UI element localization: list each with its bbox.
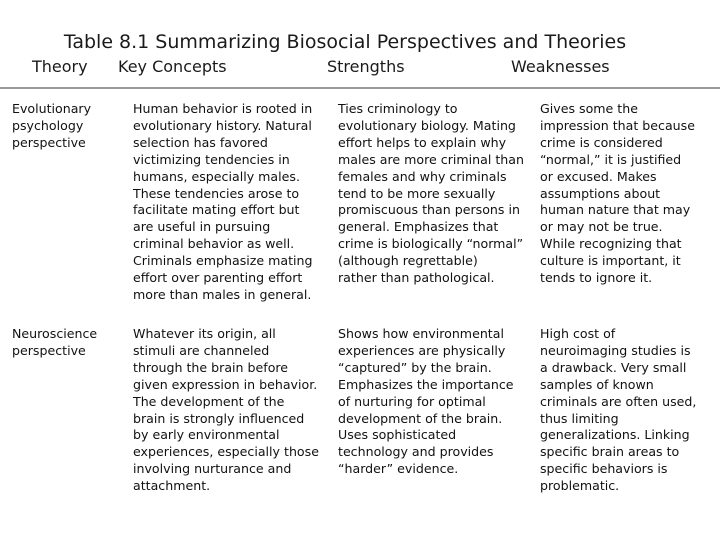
row-1-weaknesses: Gives some the impression that because crime is considered “normal,” it is justified or excused. Makes assumptions about human nature that may or may not be true. While recognizing that culture is important, it tends to ignore it. bbox=[540, 101, 695, 286]
row-1-key-concepts: Human behavior is rooted in evolutionary history. Natural selection has favored victimizing tendencies in humans, especially males. These tendencies arose to facilitate mating effort but are useful in pursuing criminal behavior as well. Criminals emphasize mating effort over parenting effort more than males in general. bbox=[133, 101, 313, 302]
header-theory: Theory bbox=[32, 57, 88, 76]
row-1-strengths: Ties criminology to evolutionary biology. Mating effort helps to explain why males are more criminal than females and why criminals tend to be more sexually promiscuous than persons in general. Emphasizes that crime is biologically “normal” (although regrettable) rather than pathological. bbox=[338, 101, 524, 286]
header-strengths: Strengths bbox=[327, 57, 405, 76]
header-key-concepts: Key Concepts bbox=[118, 57, 227, 76]
header-weaknesses: Weaknesses bbox=[511, 57, 610, 76]
row-2-strengths: Shows how environmental experiences are physically “captured” by the brain. Emphasizes the importance of nurturing for optimal development of the brain. Uses sophisticated technology and provides “harder” evidence. bbox=[338, 326, 514, 477]
row-2-weaknesses: High cost of neuroimaging studies is a drawback. Very small samples of known criminals are often used, thus limiting generalizations. Linking specific brain areas to specific behaviors is problematic. bbox=[540, 326, 697, 494]
row-2-key-concepts: Whatever its origin, all stimuli are channeled through the brain before given expression in behavior. The development of the brain is strongly influenced by early environmental experiences, especially those involving nurturance and attachment. bbox=[133, 326, 319, 494]
table-title: Table 8.1 Summarizing Biosocial Perspectives and Theories bbox=[63, 31, 627, 53]
row-1-theory: Evolutionary psychology perspective bbox=[12, 101, 92, 150]
row-2-theory: Neuroscience perspective bbox=[12, 326, 98, 358]
header-divider bbox=[0, 87, 720, 89]
